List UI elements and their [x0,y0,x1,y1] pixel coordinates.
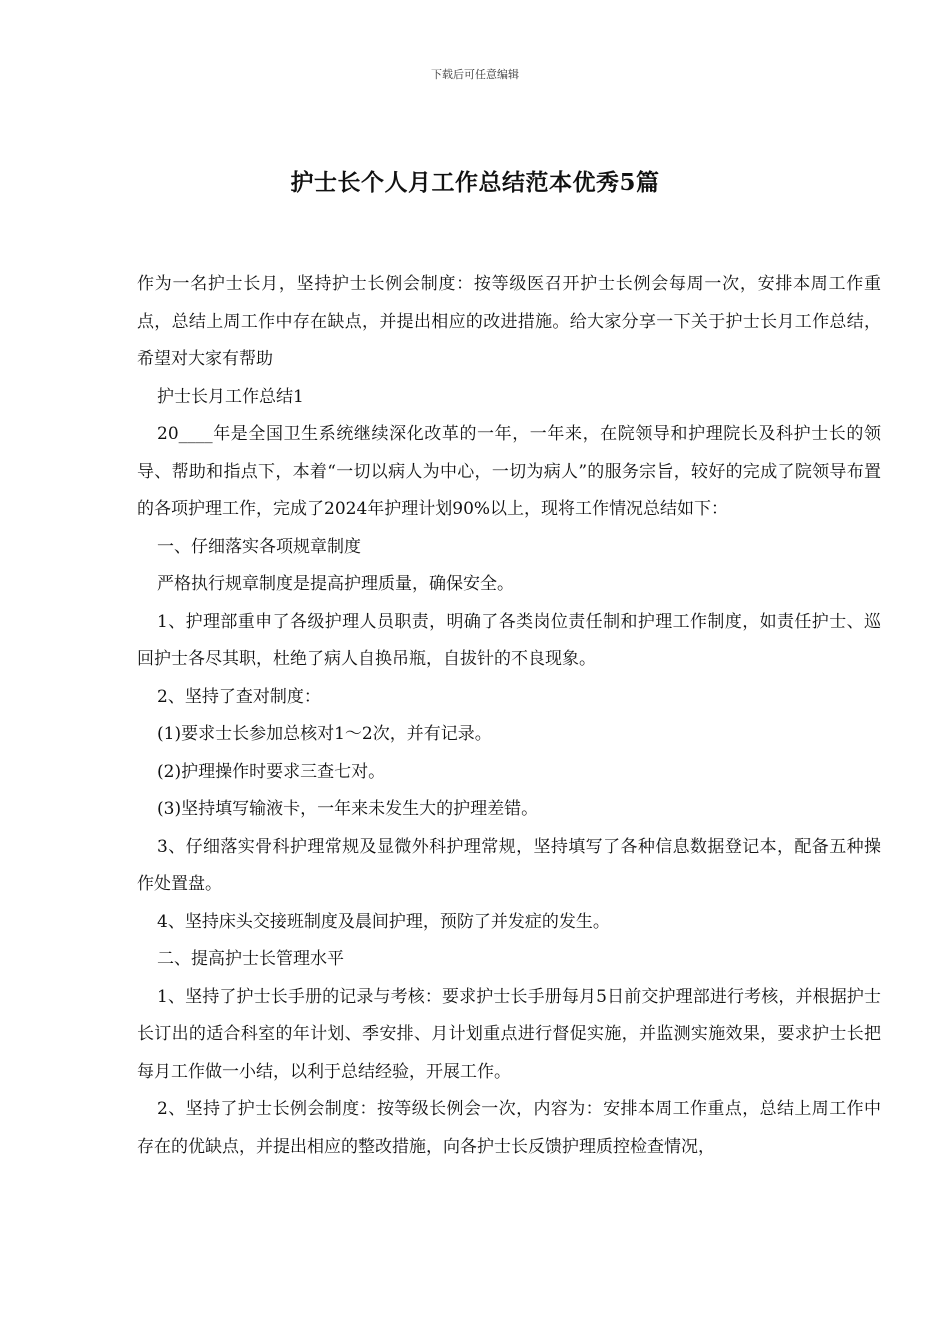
paragraph: 2、坚持了护士长例会制度：按等级长例会一次，内容为：安排本周工作重点，总结上周工作中存在的优缺点，并提出相应的整改措施，向各护士长反馈护理质控检查情况， [137,1099,881,1157]
paragraph: 1、护理部重申了各级护理人员职责，明确了各类岗位责任制和护理工作制度，如责任护士、巡回护士各尽其职，杜绝了病人自换吊瓶，自拔针的不良现象。 [137,611,881,669]
document-title: 护士长个人月工作总结范本优秀5篇 [290,169,660,196]
paragraph: 4、坚持床头交接班制度及晨间护理，预防了并发症的发生。 [157,911,610,932]
paragraph: (2)护理操作时要求三查七对。 [157,761,386,782]
paragraph: 3、仔细落实骨科护理常规及显微外科护理常规，坚持填写了各种信息数据登记本，配备五种操作处置盘。 [137,836,881,894]
paragraph: (3)坚持填写输液卡，一年来未发生大的护理差错。 [157,799,539,819]
paragraph: 护士长月工作总结1 [157,386,304,407]
paragraph: (1)要求士长参加总核对1～2次，并有记录。 [157,724,492,744]
paragraph: 1、坚持了护士长手册的记录与考核：要求护士长手册每月5日前交护理部进行考核，并根据护士长订出的适合科室的年计划、季安排、月计划重点进行督促实施，并监测实施效果，要求护士长把每月工作做一小结，以利于总结经验，开展工作。 [137,986,881,1082]
paragraph: 作为一名护士长月，坚持护士长例会制度：按等级医召开护士长例会每周一次，安排本周工作重点，总结上周工作中存在缺点，并提出相应的改进措施。给大家分享一下关于护士长月工作总结，希望对大家有帮助 [137,274,881,369]
paragraph: 一、仔细落实各项规章制度 [157,536,361,557]
paragraph: 2、坚持了查对制度： [157,686,321,707]
document-body [137,266,881,1166]
paragraph: 严格执行规章制度是提高护理质量，确保安全。 [157,574,514,594]
header-note: 下载后可任意编辑 [431,68,519,81]
paragraph: 二、提高护士长管理水平 [157,949,344,969]
paragraph: 20____年是全国卫生系统继续深化改革的一年，一年来，在院领导和护理院长及科护士长的领导、帮助和指点下，本着“一切以病人为中心，一切为病人”的服务宗旨，较好的完成了院领导布置的各项护理工作，完成了2024年护理计划90%以上，现将工作情况总结如下： [137,424,881,519]
